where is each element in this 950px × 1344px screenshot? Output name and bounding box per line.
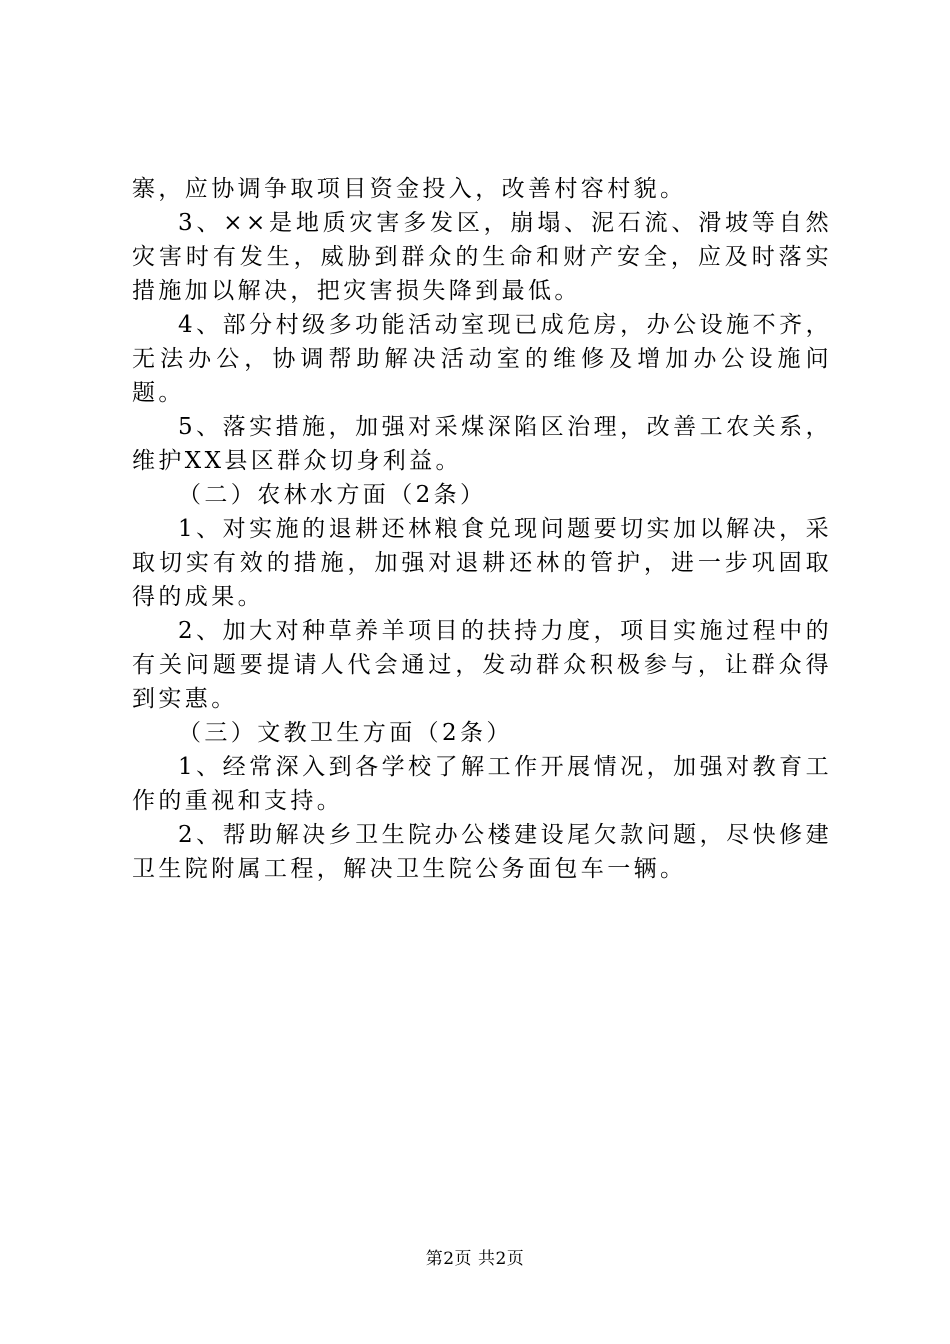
section-heading-agriculture: （二）农林水方面（2条） (178, 482, 487, 508)
section-heading-education-health: （三）文教卫生方面（2条） (178, 720, 513, 746)
paragraph-item-4: 4、部分村级多功能活动室现已成危房，办公设施不齐，无法办公，协调帮助解决活动室的维修及增加办公设施问题。 (132, 312, 832, 406)
paragraph-item-3: 3、××是地质灾害多发区，崩塌、泥石流、滑坡等自然灾害时有发生，威胁到群众的生命和财产安全，应及时落实措施加以解决，把灾害损失降到最低。 (132, 210, 832, 304)
paragraph-continuation: 寨，应协调争取项目资金投入，改善村容村貌。 (132, 176, 687, 202)
paragraph-agriculture-2: 2、加大对种草养羊项目的扶持力度，项目实施过程中的有关问题要提请人代会通过，发动群众积极参与，让群众得到实惠。 (132, 618, 832, 712)
paragraph-education-1: 1、经常深入到各学校了解工作开展情况，加强对教育工作的重视和支持。 (132, 754, 832, 814)
paragraph-agriculture-1: 1、对实施的退耕还林粮食兑现问题要切实加以解决，采取切实有效的措施，加强对退耕还林的管护，进一步巩固取得的成果。 (132, 516, 832, 610)
paragraph-health-2: 2、帮助解决乡卫生院办公楼建设尾欠款问题，尽快修建卫生院附属工程，解决卫生院公务面包车一辆。 (132, 822, 832, 882)
paragraph-item-5: 5、落实措施，加强对采煤深陷区治理，改善工农关系，维护XX县区群众切身利益。 (132, 414, 832, 474)
document-body (132, 172, 832, 886)
page-footer (0, 1244, 950, 1269)
page-number: 第2页 共2页 (425, 1249, 525, 1269)
